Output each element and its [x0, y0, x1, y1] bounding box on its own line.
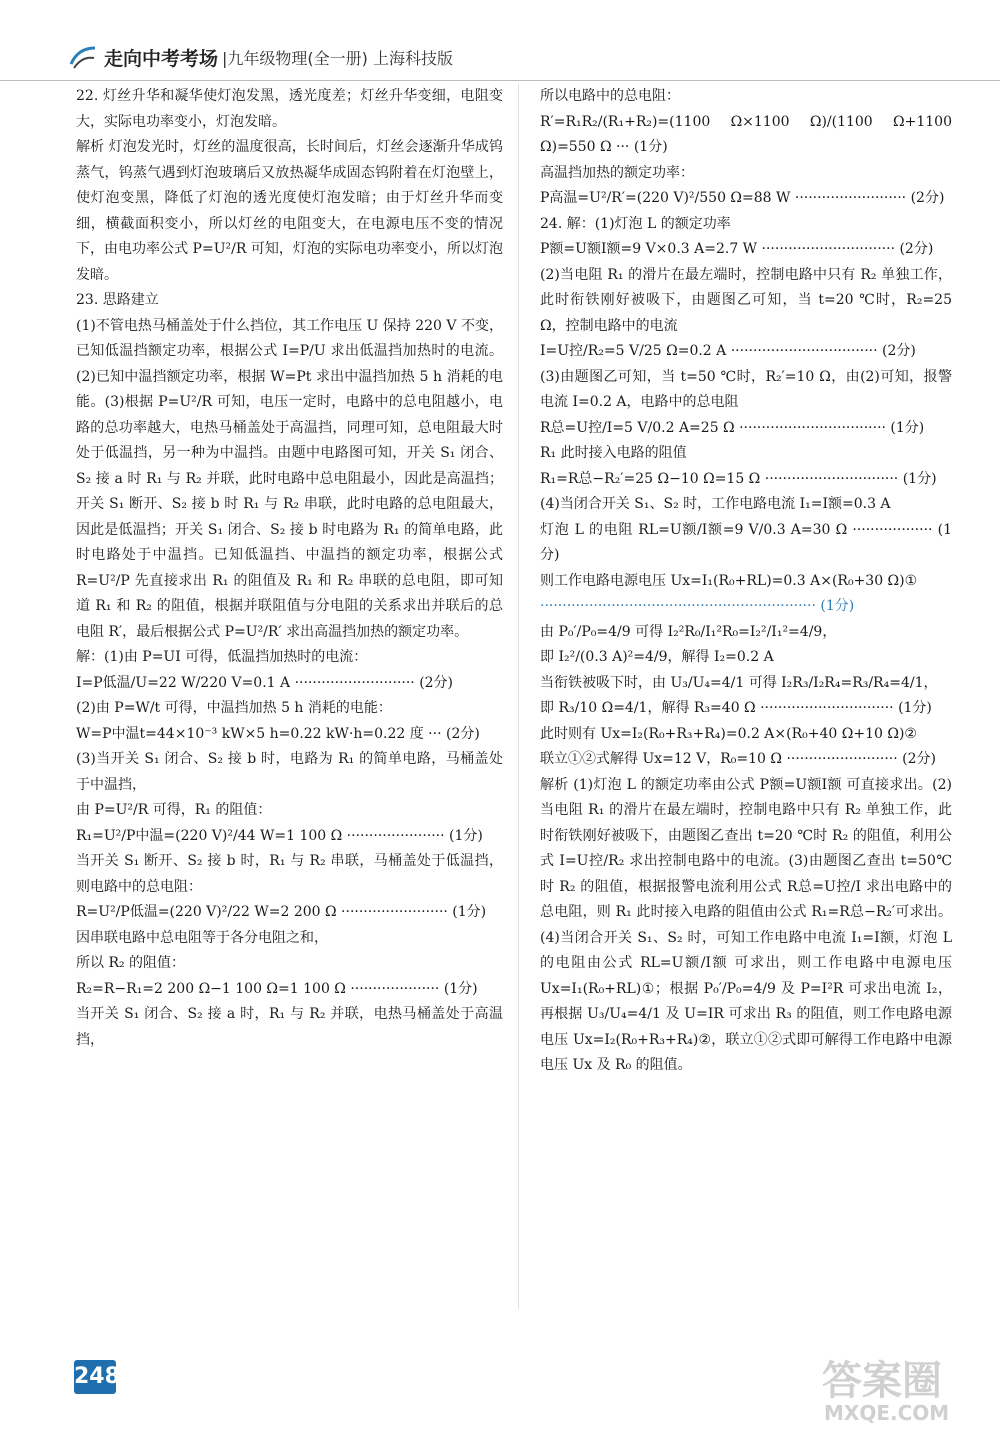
q23-series-text: 当开关 S₁ 断开、S₂ 接 b 时，R₁ 与 R₂ 串联，马桶盖处于低温挡，则电路中的总电阻： — [76, 853, 503, 895]
q24-step3: (3)由题图乙可知，当 t=50 ℃时，R₂′=10 Ω，由(2)可知，报警电流 I=0.2 A，电路中的总电阻 — [540, 368, 952, 410]
watermark-text: 答案圈 — [822, 1358, 942, 1404]
q24-eq-ux2: 此时则有 Ux=I₂(R₀+R₃+R₄)=0.2 A×(R₀+40 Ω+10 Ω)② — [540, 725, 917, 742]
q23-step2: (2)由 P=W/t 可得，中温挡加热 5 h 消耗的电能： — [76, 700, 392, 716]
right-column — [540, 84, 952, 1309]
q23-total-resistance-text: 所以电路中的总电阻： — [540, 88, 680, 104]
q22-answer: 22. 灯丝升华和凝华使灯泡发黑，透光度差；灯丝升华变细，电阻变大，实际电功率变小，灯泡发暗。 — [76, 88, 503, 130]
q23-eq-r-total: R=U²/P低温=(220 V)²/22 W=2 200 Ω ························ (1分) — [76, 904, 487, 920]
book-logo-icon — [68, 44, 98, 70]
page-header — [0, 0, 1000, 81]
page-number: 248 — [74, 1360, 116, 1394]
q24-eq-ratio: 由 P₀′/P₀=4/9 可得 I₂²R₀/I₁²R₀=I₂²/I₁²=4/9， — [540, 623, 837, 640]
q23-approach: (1)不管电热马桶盖处于什么挡位，其工作电压 U 保持 220 V 不变，已知低温挡额定功率，根据公式 I=P/U 求出低温挡加热时的电流。(2)已知中温挡额定功率，根据 W=Pt 求出中温挡加热 5 h 消耗的电能。(3)根据 P=U²/R 可知，电压一定时，电路中的总电阻越小，电路的总功率越大，电热马桶盖处于高温挡，同理可知，总电阻最大时处于低温挡，另一种为中温挡。由题中电路图可知，开关 S₁ 闭合、S₂ 接 a 时 R₁ 与 R₂ 并联，此时电路中总电阻最小，因此是高温挡；开关 S₁ 断开、S₂ 接 b 时 R₁ 与 R₂ 串联，此时电路的总电阻最大，因此是低温挡；开关 S₁ 闭合、S₂ 接 b 时电路为 R₁ 的简单电路，此时电路处于中温挡。已知低温挡、中温挡的额定功率，根据公式 R=U²/P 先直接求出 R₁ 的阻值及 R₁ 和 R₂ 串联的总电阻，即可知道 R₁ 和 R₂ 的阻值，根据并联阻值与分电阻的关系求出并联后的总电阻 R′，最后根据公式 P=U²/R′ 求出高温挡加热的额定功率。 — [76, 317, 503, 640]
watermark-url: MXQE.COM — [824, 1401, 950, 1425]
q23-parallel-text: 当开关 S₁ 闭合、S₂ 接 a 时，R₁ 与 R₂ 并联，电热马桶盖处于高温挡， — [76, 1006, 503, 1048]
book-subtitle: |九年级物理(全一册) 上海科技版 — [222, 49, 453, 68]
q23-solution-intro: 解：(1)由 P=UI 可得，低温挡加热时的电流： — [76, 649, 368, 665]
q24-eq-ux1: 则工作电路电源电压 Ux=I₁(R₀+RL)=0.3 A×(R₀+30 Ω)① — [540, 572, 918, 589]
q23-heading: 23. 思路建立 — [76, 292, 159, 308]
q24-eq-i: I=U控/R₂=5 V/25 Ω=0.2 A ································· (2分) — [540, 343, 916, 359]
q23-eq-r1: R₁=U²/P中温=(220 V)²/44 W=1 100 Ω ······················ (1分) — [76, 827, 483, 844]
q24-eq-p-rated: P额=U额I额=9 V×0.3 A=2.7 W ······························ (2分) — [540, 241, 934, 257]
q23-eq-r-prime: R′=R₁R₂/(R₁+R₂)=(1100 Ω×1100 Ω)/(1100 Ω+1100 Ω)=550 Ω ··· (1分) — [540, 113, 952, 155]
q24-eq-r1: R₁=R总−R₂′=25 Ω−10 Ω=15 Ω ······························ (1分) — [540, 470, 937, 487]
q23-eq-r2: R₂=R−R₁=2 200 Ω−1 100 Ω=1 100 Ω ···················· (1分) — [76, 980, 478, 997]
q24-eq-r-total: R总=U控/I=5 V/0.2 A=25 Ω ································· (1分) — [540, 419, 925, 436]
q24-eq-r3: 即 R₃/10 Ω=4/1，解得 R₃=40 Ω ······························ (1分) — [540, 700, 932, 716]
watermark-logo-icon — [812, 1350, 982, 1425]
book-title: 走向中考考场 — [104, 48, 219, 70]
q24-step2: (2)当电阻 R₁ 的滑片在最左端时，控制电路中只有 R₂ 单独工作，此时衔铁刚好被吸下，由题图乙可知，当 t=20 ℃时，R₂=25 Ω，控制电路中的电流 — [540, 266, 952, 334]
q24-heading: 24. 解：(1)灯泡 L 的额定功率 — [540, 215, 731, 232]
q23-step3b: 由 P=U²/R 可得，R₁ 的阻值： — [76, 802, 272, 818]
column-divider — [518, 84, 519, 1309]
q23-eq-energy: W=P中温t=44×10⁻³ kW×5 h=0.22 kW·h=0.22 度 ··· (2分) — [76, 725, 480, 742]
q23-sum-text: 因串联电路中总电阻等于各分电阻之和， — [76, 929, 328, 946]
q24-analysis: 解析 (1)灯泡 L 的额定功率由公式 P额=U额I额 可直接求出。(2)当电阻 R₁ 的滑片在最左端时，控制电路中只有 R₂ 单独工作，此时衔铁刚好被吸下，由题图乙查出 t=20 ℃时 R₂ 的阻值，利用公式 I=U控/R₂ 求出控制电路中的电流。(3)由题图乙查出 t=50℃时 R₂ 的阻值，根据报警电流利用公式 R总=U控/I 求出电路中的总电阻，则 R₁ 此时接入电路的阻值由公式 R₁=R总−R₂′可求出。(4)当闭合开关 S₁、S₂ 时，可知工作电路中电流 I₁=I额，灯泡 L 的电阻由公式 RL=U额/I额 可求出，则工作电路中电源电压 Ux=I₁(R₀+RL)①；根据 P₀′/P₀=4/9 及 P=I²R 可求出电流 I₂，再根据 U₃/U₄=4/1 及 U=IR 可求出 R₃ 的阻值，则工作电路电源电压 Ux=I₂(R₀+R₃+R₄)②，联立①②式即可解得工作电路中电源电压 Ux 及 R₀ 的阻值。 — [540, 776, 952, 1073]
q23-r2-text: 所以 R₂ 的阻值： — [76, 955, 186, 971]
q24-eq-i2: 即 I₂²/(0.3 A)²=4/9，解得 I₂=0.2 A — [540, 649, 774, 665]
left-column — [76, 84, 503, 1314]
q24-step4: (4)当闭合开关 S₁、S₂ 时，工作电路电流 I₁=I额=0.3 A — [540, 496, 891, 512]
q24-eq-result: 联立①②式解得 Ux=12 V，R₀=10 Ω ························· (2分) — [540, 751, 936, 767]
q24-score-line: ······························································ (1分) — [540, 598, 855, 614]
q23-eq-p-high: P高温=U²/R′=(220 V)²/550 Ω=88 W ························· (2分) — [540, 190, 945, 206]
q24-r1-text: R₁ 此时接入电路的阻值 — [540, 445, 687, 461]
q24-eq-armature: 当衔铁被吸下时，由 U₃/U₄=4/1 可得 I₂R₃/I₂R₄=R₃/R₄=4/1， — [540, 674, 938, 691]
q23-step3: (3)当开关 S₁ 闭合、S₂ 接 b 时，电路为 R₁ 的简单电路，马桶盖处于中温挡， — [76, 751, 503, 793]
q22-analysis: 解析 灯泡发光时，灯丝的温度很高，长时间后，灯丝会逐渐升华成钨蒸气，钨蒸气遇到灯泡玻璃后又放热凝华成固态钨附着在灯泡壁上，使灯泡变黑，降低了灯泡的透光度使灯泡发暗；由于灯丝升华而变细，横截面积变小，所以灯丝的电阻变大，在电源电压不变的情况下，由电功率公式 P=U²/R 可知，灯泡的实际电功率变小，所以灯泡发暗。 — [76, 139, 503, 283]
q23-eq-current: I=P低温/U=22 W/220 V=0.1 A ··························· (2分) — [76, 674, 454, 691]
q24-eq-rl: 灯泡 L 的电阻 RL=U额/I额=9 V/0.3 A=30 Ω ·················· (1分) — [540, 521, 952, 563]
q23-high-power-text: 高温挡加热的额定功率： — [540, 164, 694, 181]
